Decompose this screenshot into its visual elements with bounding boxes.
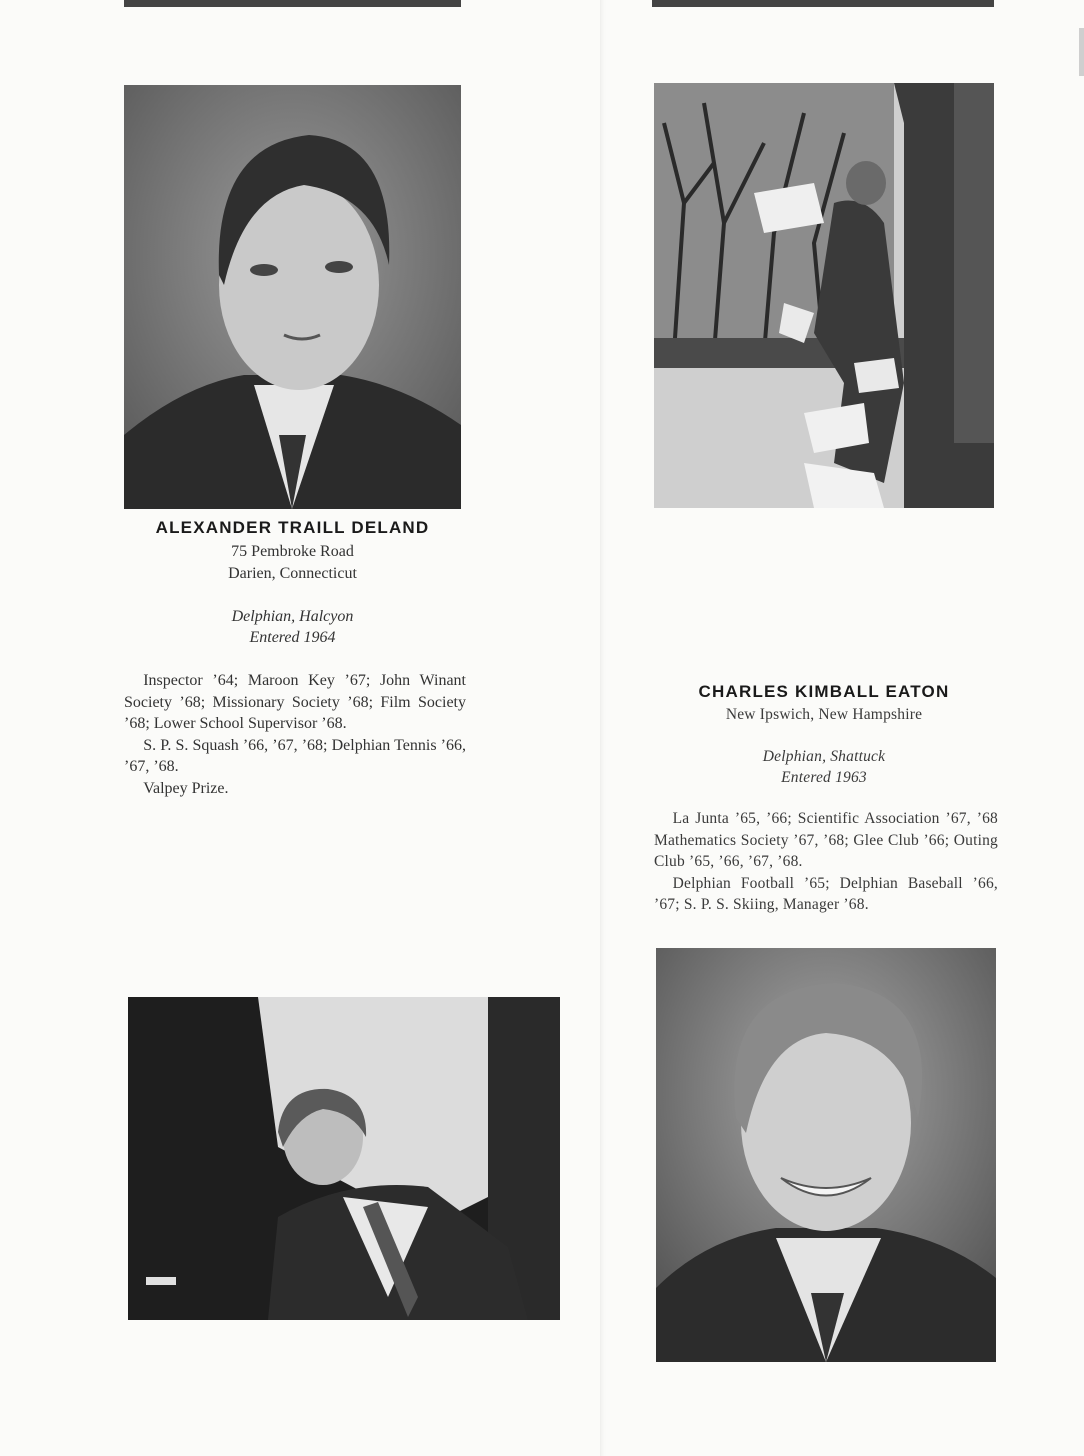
activities-block [654,808,998,916]
address-line: 75 Pembroke Road [231,543,354,560]
activities-paragraph: La Junta ’65, ’66; Scientific Association ’67, ’68 Mathematics Society ’67, ’68; Glee Club ’66; Outing Club ’65, ’66, ’67, ’68. [654,810,998,870]
activities-paragraph: S. P. S. Squash ’66, ’67, ’68; Delphian Tennis ’66, ’67, ’68. [124,736,466,775]
page-gutter [600,0,606,1456]
activities-paragraph: Delphian Football ’65; Delphian Baseball ’66, ’67; S. P. S. Skiing, Manager ’68. [654,874,998,913]
student-name: ALEXANDER TRAILL DELAND [155,518,430,537]
address-line: New Ipswich, New Hampshire [725,706,923,723]
entered-year: Entered 1963 [781,769,867,786]
activities-paragraph: Valpey Prize. [143,779,229,797]
entered-year: Entered 1964 [249,629,336,646]
deland-portrait-photo [124,85,461,509]
address-line: Darien, Connecticut [228,565,357,582]
house-affiliation: Delphian, Shattuck [762,748,886,765]
previous-photo-edge [652,0,994,7]
student-name: CHARLES KIMBALL EATON [698,682,950,701]
house-affiliation: Delphian, Halcyon [231,608,354,625]
activities-block [124,670,466,799]
activities-paragraph: Inspector ’64; Maroon Key ’67; John Winant Society ’68; Missionary Society ’68; Film Society ’68; Lower School Supervisor ’68. [124,672,466,732]
eaton-portrait-photo [656,948,996,1362]
page-edge-tab [1079,28,1084,76]
eaton-candid-photo [654,83,994,508]
previous-photo-edge [124,0,461,7]
deland-candid-photo [128,997,560,1320]
